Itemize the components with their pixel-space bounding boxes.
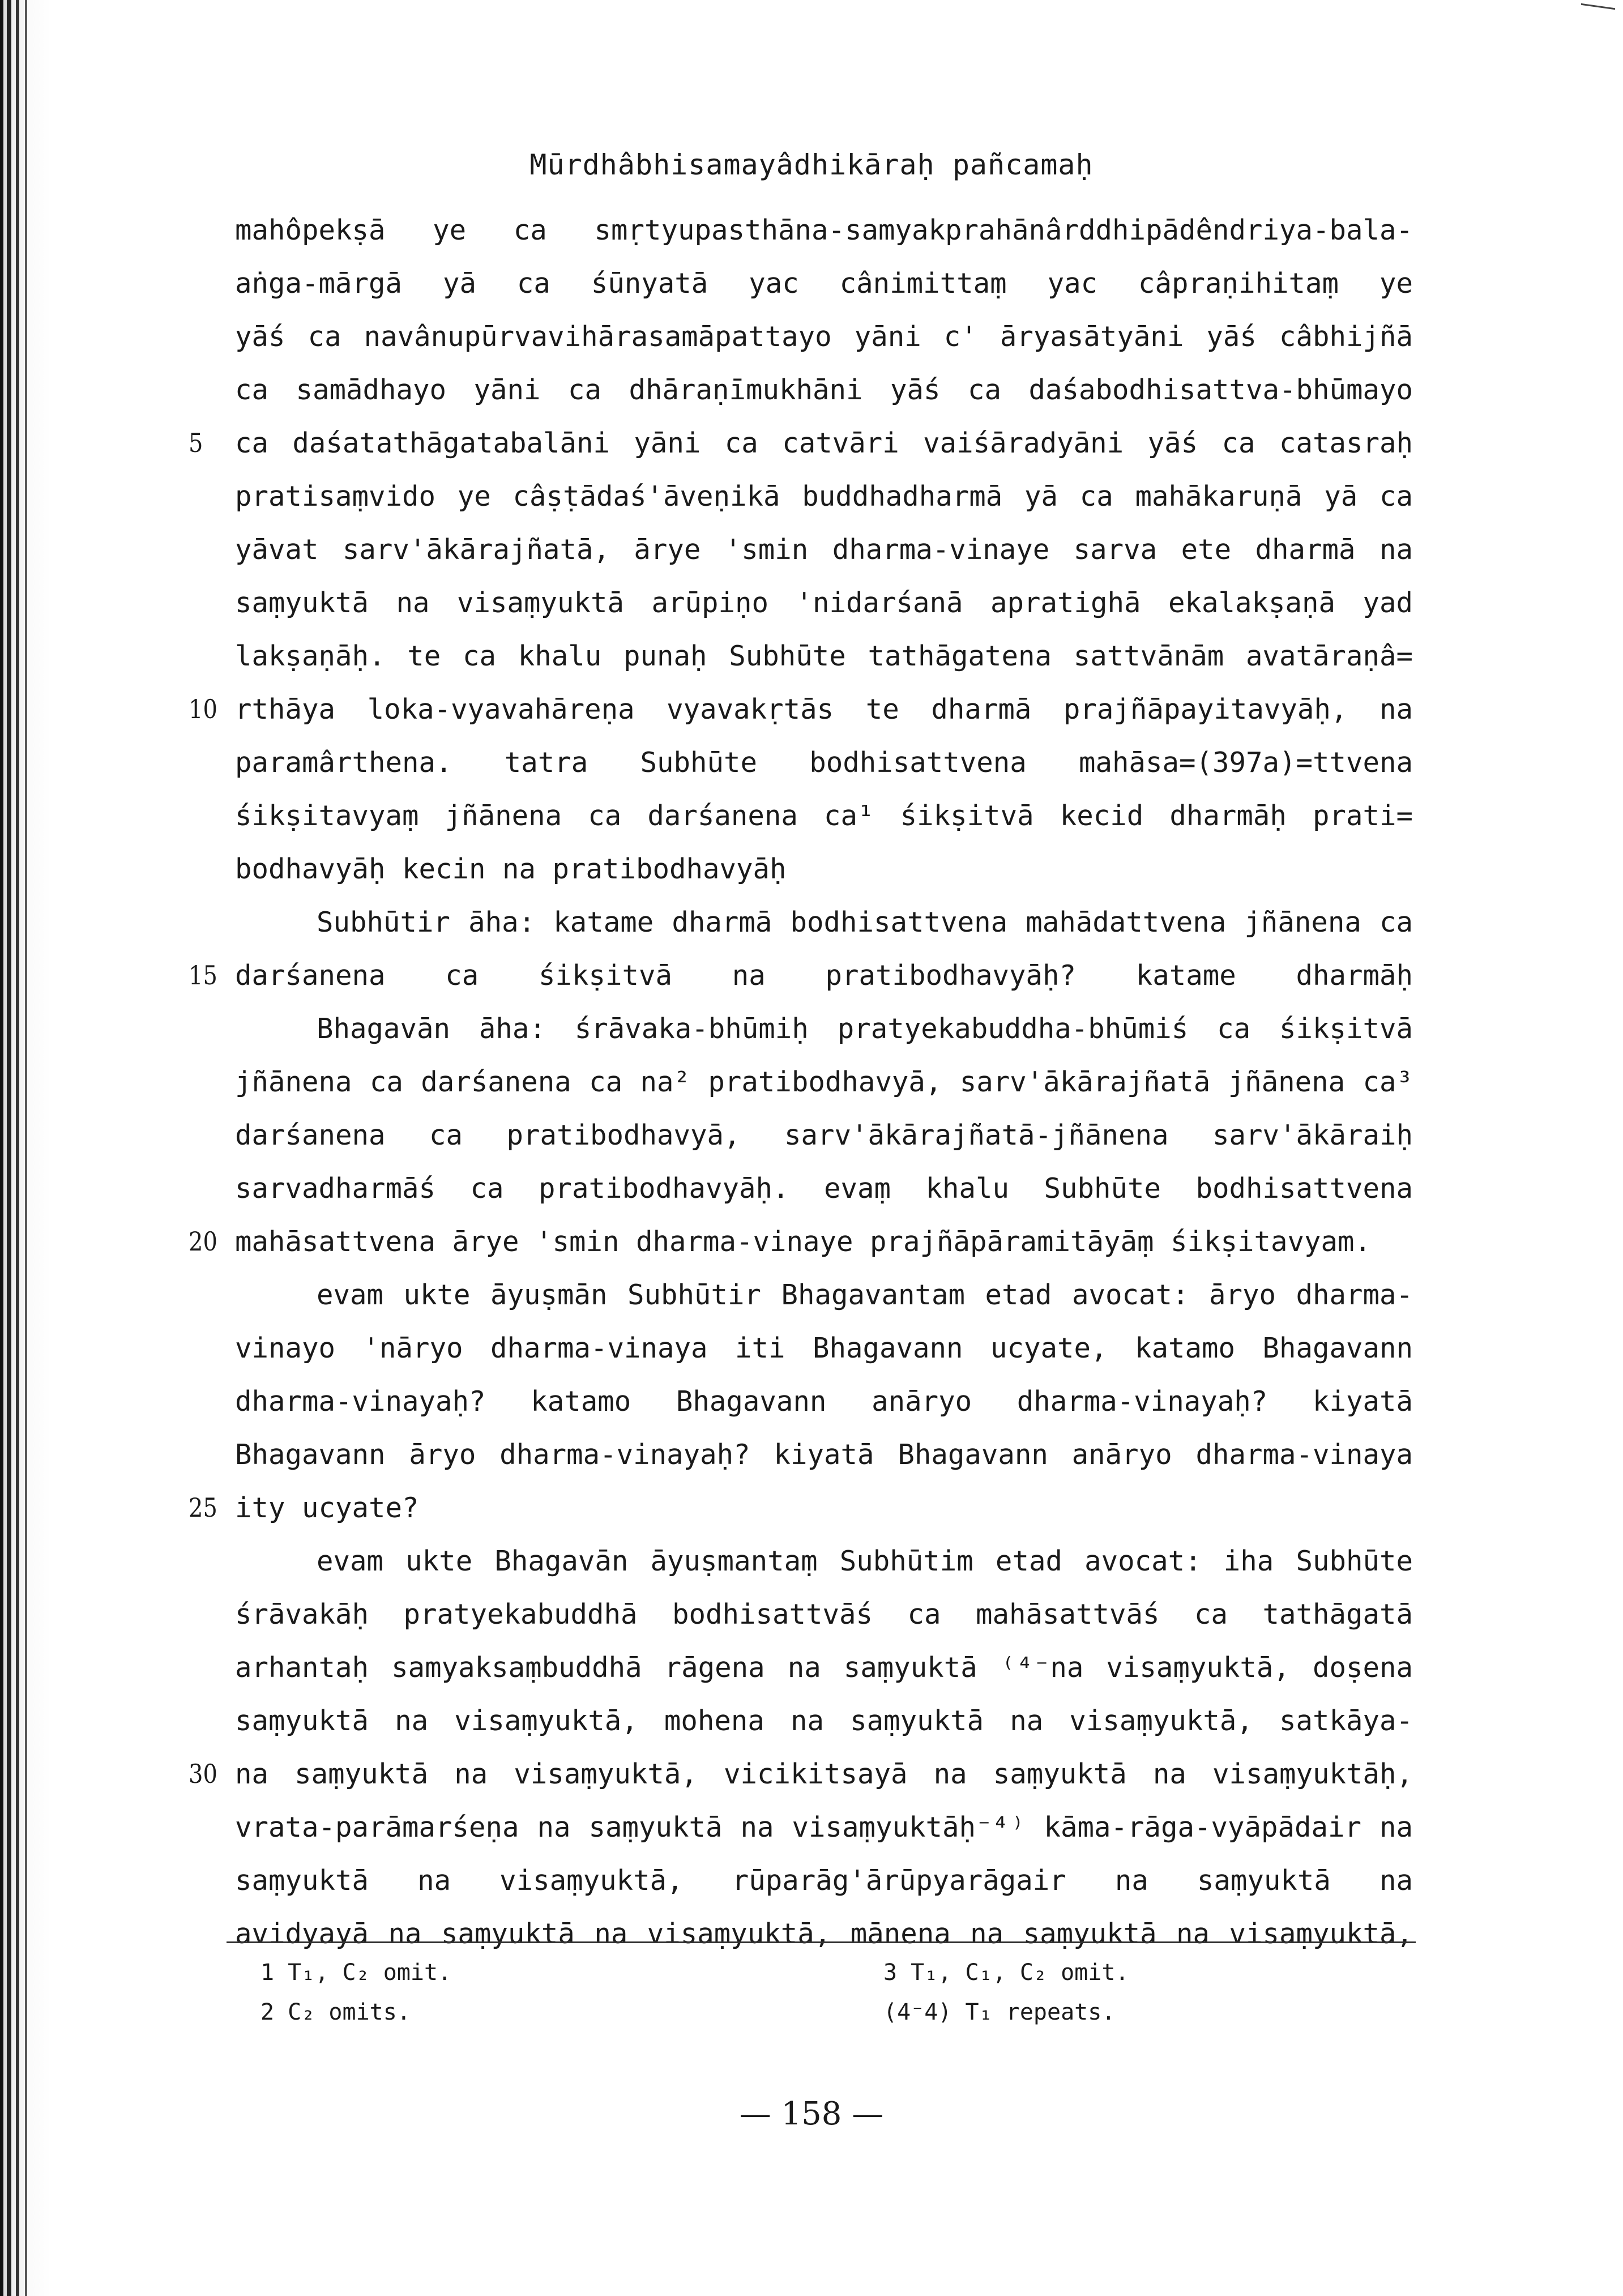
scan-binding-edge bbox=[0, 0, 51, 2296]
text-line bbox=[189, 1215, 1413, 1269]
line-text: darśanena ca śikṣitvā na pratibodhavyāḥ? katame dharmāḥ bbox=[235, 959, 1413, 992]
line-text: evam ukte Bhagavān āyuṣmantaṃ Subhūtim etad avocat: iha Subhūte bbox=[317, 1545, 1413, 1577]
line-text: lakṣaṇāḥ. te ca khalu punaḥ Subhūte tathāgatena sattvānām avatāraṇâ= bbox=[235, 640, 1413, 672]
footnote: 2 C₂ omits. bbox=[260, 1999, 411, 2025]
text-line bbox=[235, 204, 1413, 257]
footnote: 3 T₁, C₁, C₂ omit. bbox=[883, 1960, 1129, 1986]
line-text: darśanena ca pratibodhavyā, sarv'ākārajñatā-jñānena sarv'ākāraiḥ bbox=[235, 1119, 1413, 1151]
line-number: 20 bbox=[189, 1227, 217, 1257]
line-text: aṅga-mārgā yā ca śūnyatā yac cânimittaṃ yac câpraṇihitaṃ ye bbox=[235, 267, 1413, 300]
text-line bbox=[235, 843, 1413, 896]
line-text: avidyayā na saṃyuktā na visaṃyuktā, mānena na saṃyuktā na visaṃyuktā, bbox=[235, 1918, 1413, 1950]
page-number: — 158 — bbox=[739, 2096, 884, 2132]
line-text: mahôpekṣā ye ca smṛtyupasthāna-samyakprahānârddhipādêndriya-bala- bbox=[235, 214, 1413, 246]
text-line bbox=[235, 1535, 1413, 1588]
line-text: saṃyuktā na visaṃyuktā, mohena na saṃyuktā na visaṃyuktā, satkāya- bbox=[235, 1705, 1413, 1737]
line-text: Bhagavann āryo dharma-vinayaḥ? kiyatā Bhagavann anāryo dharma-vinaya bbox=[235, 1439, 1413, 1471]
line-text: mahāsattvena ārye 'smin dharma-vinaye prajñāpāramitāyāṃ śikṣitavyam. bbox=[235, 1226, 1372, 1258]
line-text: ca daśatathāgatabalāni yāni ca catvāri vaiśāradyāni yāś ca catasraḥ bbox=[235, 427, 1413, 459]
text-line bbox=[235, 1695, 1413, 1748]
line-text: saṃyuktā na visaṃyuktā, rūparāg'ārūpyarāgair na saṃyuktā na bbox=[235, 1864, 1413, 1897]
line-text: Subhūtir āha: katame dharmā bodhisattvena mahādattvena jñānena ca bbox=[317, 906, 1413, 938]
line-text: ca samādhayo yāni ca dhāraṇīmukhāni yāś ca daśabodhisattva-bhūmayo bbox=[235, 374, 1413, 406]
footnote: (4⁻4) T₁ repeats. bbox=[883, 1999, 1116, 2025]
text-line bbox=[235, 1801, 1413, 1854]
line-number: 30 bbox=[189, 1759, 217, 1790]
text-line bbox=[235, 1109, 1413, 1162]
line-text: na saṃyuktā na visaṃyuktā, vicikitsayā na saṃyuktā na visaṃyuktāḥ, bbox=[235, 1758, 1413, 1790]
text-line bbox=[189, 417, 1413, 470]
text-line bbox=[235, 257, 1413, 310]
footnote-divider bbox=[227, 1941, 1416, 1943]
line-text: ity ucyate? bbox=[235, 1492, 419, 1524]
text-line bbox=[235, 1588, 1413, 1641]
line-text: evam ukte āyuṣmān Subhūtir Bhagavantam etad avocat: āryo dharma- bbox=[317, 1279, 1413, 1311]
line-text: śrāvakāḥ pratyekabuddhā bodhisattvāś ca mahāsattvāś ca tathāgatā bbox=[235, 1598, 1413, 1631]
footnotes bbox=[260, 1953, 1416, 2032]
footnote: 1 T₁, C₂ omit. bbox=[260, 1960, 452, 1986]
text-line bbox=[235, 523, 1413, 577]
text-line bbox=[235, 470, 1413, 523]
line-text: yāvat sarv'ākārajñatā, ārye 'smin dharma-vinaye sarva ete dharmā na bbox=[235, 534, 1413, 566]
text-line bbox=[235, 577, 1413, 630]
text-line bbox=[235, 1002, 1413, 1056]
text-line bbox=[189, 1748, 1413, 1801]
line-number: 15 bbox=[189, 961, 217, 991]
text-line bbox=[235, 789, 1413, 843]
text-line bbox=[235, 310, 1413, 364]
line-text: dharma-vinayaḥ? katamo Bhagavann anāryo dharma-vinayaḥ? kiyatā bbox=[235, 1385, 1413, 1418]
line-text: Bhagavān āha: śrāvaka-bhūmiḥ pratyekabuddha-bhūmiś ca śikṣitvā bbox=[317, 1013, 1413, 1045]
footnote-row bbox=[260, 1953, 1416, 1992]
line-number: 25 bbox=[189, 1493, 217, 1523]
line-text: saṃyuktā na visaṃyuktā arūpiṇo 'nidarśanā apratighā ekalakṣaṇā yad bbox=[235, 587, 1413, 619]
line-text: arhantaḥ samyaksaṃbuddhā rāgena na saṃyuktā ⁽⁴⁻na visaṃyuktā, doṣena bbox=[235, 1651, 1413, 1684]
text-line bbox=[235, 736, 1413, 789]
text-line bbox=[235, 1056, 1413, 1109]
line-text: yāś ca navânupūrvavihārasamāpattayo yāni c' āryasātyāni yāś câbhijñā bbox=[235, 321, 1413, 353]
text-line bbox=[189, 683, 1413, 736]
text-line bbox=[235, 1322, 1413, 1375]
text-line bbox=[235, 364, 1413, 417]
line-text: bodhavyāḥ kecin na pratibodhavyāḥ bbox=[235, 853, 787, 885]
text-line bbox=[235, 630, 1413, 683]
text-line bbox=[235, 1162, 1413, 1215]
scan-corner-mark bbox=[1581, 3, 1615, 18]
text-line bbox=[235, 1428, 1413, 1482]
text-line bbox=[189, 1482, 1413, 1535]
text-line bbox=[235, 1375, 1413, 1428]
line-text: paramârthena. tatra Subhūte bodhisattvena mahāsa=(397a)=ttvena bbox=[235, 746, 1413, 779]
text-line bbox=[235, 896, 1413, 949]
footnote-row bbox=[260, 1992, 1416, 2032]
text-line bbox=[235, 1854, 1413, 1907]
body-text bbox=[189, 204, 1413, 1961]
line-text: rthāya loka-vyavahāreṇa vyavakṛtās te dharmā prajñāpayitavyāḥ, na bbox=[235, 693, 1413, 725]
line-text: vrata-parāmarśeṇa na saṃyuktā na visaṃyuktāḥ⁻⁴⁾ kāma-rāga-vyāpādair na bbox=[235, 1811, 1413, 1843]
text-line bbox=[235, 1269, 1413, 1322]
line-text: pratisaṃvido ye câṣṭādaś'āveṇikā buddhadharmā yā ca mahākaruṇā yā ca bbox=[235, 480, 1413, 513]
text-line bbox=[235, 1641, 1413, 1695]
line-text: sarvadharmāś ca pratibodhavyāḥ. evaṃ khalu Subhūte bodhisattvena bbox=[235, 1172, 1413, 1205]
line-number: 5 bbox=[189, 428, 203, 459]
running-head: Mūrdhâbhisamayâdhikāraḥ pañcamaḥ bbox=[529, 148, 1094, 181]
text-line bbox=[189, 949, 1413, 1002]
line-text: vinayo 'nāryo dharma-vinaya iti Bhagavann ucyate, katamo Bhagavann bbox=[235, 1332, 1413, 1364]
line-text: jñānena ca darśanena ca na² pratibodhavyā, sarv'ākārajñatā jñānena ca³ bbox=[235, 1066, 1413, 1098]
line-text: śikṣitavyaṃ jñānena ca darśanena ca¹ śikṣitvā kecid dharmāḥ prati= bbox=[235, 800, 1413, 832]
line-number: 10 bbox=[189, 694, 217, 725]
